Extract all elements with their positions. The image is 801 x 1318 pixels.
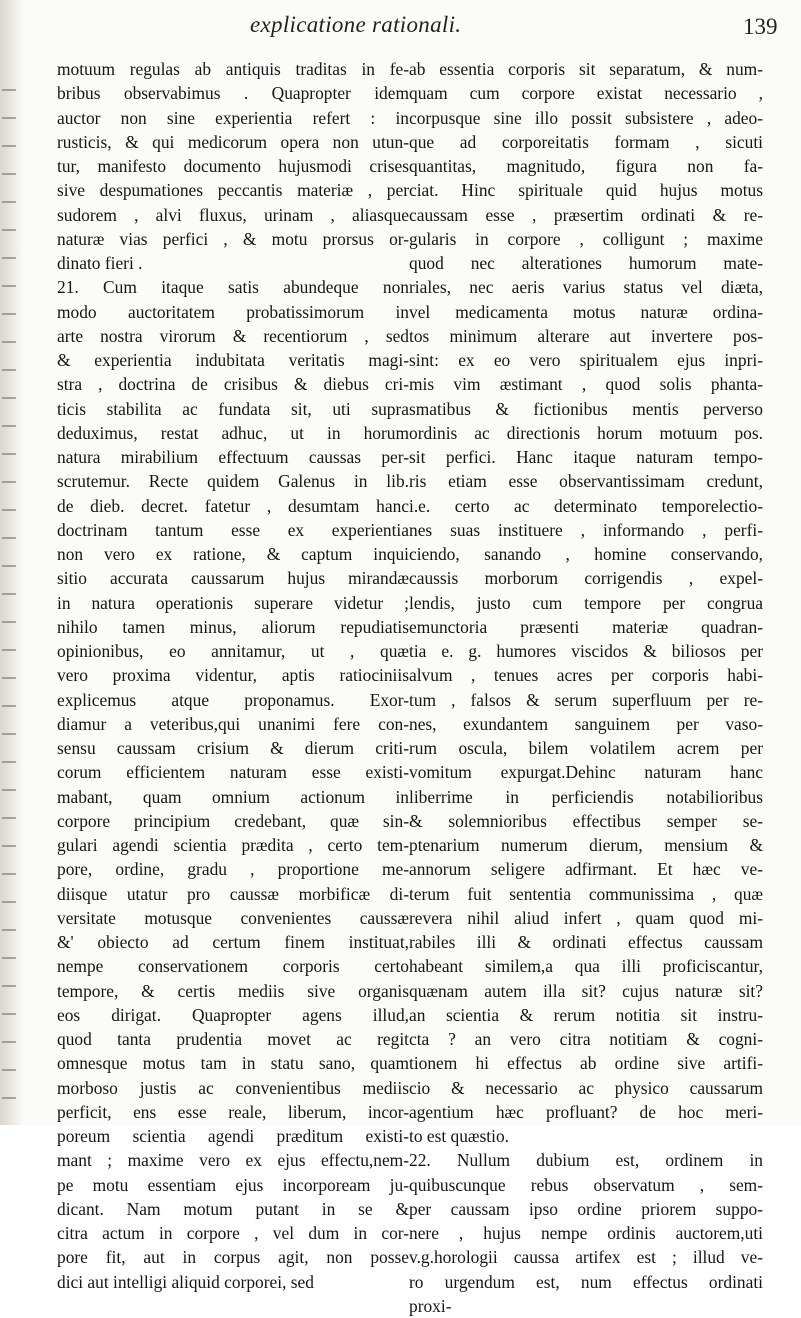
text-line: citra actum in corpore , vel dum in cor-: [57, 1223, 409, 1243]
text-line: mant ; maxime vero ex ejus effectu,nem-: [57, 1150, 409, 1171]
text-line: revera nihil aliud infert , quam quod mi-: [409, 907, 763, 928]
text-line: gulari agendi scientia prædita , certo tem-: [57, 835, 409, 855]
text-line: rum oscula, bilem volatilem acrem per: [409, 738, 763, 758]
text-line: emunctoria præsenti materiæ quadran-: [409, 616, 763, 637]
text-line: an scientia & rerum notitia sit instru-: [409, 1004, 763, 1025]
text-line: naturæ vias perfici , & motu prorsus or-: [57, 228, 409, 249]
text-line: cio & necessario ac physico caussarum: [409, 1077, 763, 1098]
text-line: motuum regulas ab antiquis traditas in fe-: [57, 59, 409, 79]
text-line: pore fit, aut in corpus agit, non posse: [57, 1247, 409, 1268]
text-line: corpusque sine illo possit subsistere , adeo-: [409, 107, 763, 128]
text-line: caussam esse , præsertim ordinati & re-: [409, 204, 763, 225]
text-line: tur, manifesto documento hujusmodi crises: [57, 156, 409, 176]
text-line: tum , falsos & serum superfluum per re-: [409, 689, 763, 710]
text-line: corum efficientem naturam esse existi-: [57, 762, 409, 783]
text-line: explicemus atque proponamus. Exor-: [57, 689, 409, 710]
text-line: to est quæstio.: [409, 1126, 510, 1146]
text-line: deduximus, restat adhuc, ut in horum: [57, 422, 409, 443]
text-line: quænam autem illa sit? cujus naturæ sit?: [409, 980, 763, 1001]
text-line: tia e. g. humores viscidos & biliosos per: [409, 641, 763, 661]
page-number: 139: [743, 14, 778, 39]
text-line: quod nec alterationes humorum mate-: [409, 253, 763, 273]
text-line: sitio accurata caussarum hujus mirandæ: [57, 568, 409, 589]
text-line: sint: ex eo vero spiritualem ejus inpri-: [409, 350, 763, 370]
text-line: riales, nec aeris varius status vel diæta,: [409, 277, 763, 298]
text-line: ptenarium numerum dierum, mensium &: [409, 835, 763, 855]
text-line: pore, ordine, gradu , proportione me-: [57, 859, 409, 880]
text-line: opinionibus, eo annitamur, ut , quæ: [57, 641, 409, 661]
text-line: natura mirabilium effectuum caussas per-: [57, 447, 409, 467]
text-line: gularis in corpore , colligunt ; maxime: [409, 228, 763, 249]
text-line: sive despumationes peccantis materiæ , per: [57, 180, 409, 201]
binding-gutter: [0, 0, 24, 1125]
text-line: scrutemur. Recte quidem Galenus in lib.: [57, 471, 409, 492]
text-line: agentium hæc profluant? de hoc meri-: [409, 1101, 763, 1122]
text-line: bribus observabimus . Quapropter idem: [57, 83, 409, 104]
text-line: mabant, quam omnium actionum in: [57, 786, 409, 807]
text-line: mis vim æstimant , quod solis phanta-: [409, 374, 763, 395]
text-line: ris etiam esse observantissimam credunt,: [409, 471, 763, 492]
text-line: v.g.horologii caussa artifex est ; illud ve-: [409, 1247, 763, 1268]
text-line: ordinis ac directionis horum motuum pos.: [409, 422, 763, 443]
text-line: 22. Nullum dubium est, ordinem in: [409, 1150, 763, 1171]
text-line: ro urgendum est, num effectus ordinati: [409, 1271, 763, 1292]
text-line: sit perfici. Hanc itaque naturam tempo-: [409, 447, 763, 467]
text-line: tos minimum alterare aut invertere pos-: [409, 325, 763, 346]
text-line: rusticis, & qui medicorum opera non utun-: [57, 131, 409, 152]
text-line: ticis stabilita ac fundata sit, uti supra: [57, 398, 409, 419]
text-line: diamur a veteribus,qui unanimi fere con-: [57, 713, 409, 734]
text-line: dici aut intelligi aliquid corporei, sed: [57, 1271, 314, 1292]
text-line: sudorem , alvi fluxus, urinam , aliasque: [57, 204, 409, 225]
text-line: dinato fieri .: [57, 253, 143, 273]
text-line: annorum seligere adfirmant. Et hæc ve-: [409, 859, 763, 880]
text-line: modo auctoritatem probatissimorum in: [57, 301, 409, 322]
text-line: poreum scientia agendi præditum existi-: [57, 1126, 409, 1146]
text-line: terum fuit sententia communissima , quæ: [409, 883, 763, 904]
text-line: versitate motusque convenientes caussæ: [57, 907, 409, 928]
text-line: quam cum corpore existat necessario ,: [409, 83, 763, 104]
text-line: nes, exundantem sanguinem per vaso-: [409, 713, 763, 734]
text-line: que ad corporeitatis formam , sicuti: [409, 131, 763, 152]
text-line: ciendo, sanando , homine conservando,: [409, 544, 763, 564]
text-line: per caussam ipso ordine priorem suppo-: [409, 1198, 763, 1219]
text-line: dicant. Nam motum putant in se &: [57, 1198, 409, 1219]
text-line: & solemnioribus effectibus semper se-: [409, 810, 763, 831]
bleed-through-marks: [2, 70, 16, 1100]
text-line: 21. Cum itaque satis abundeque non: [57, 277, 409, 298]
text-line: smatibus & fictionibus mentis perverso: [409, 398, 763, 419]
text-line: pe motu essentiam ejus incorpoream ju-: [57, 1174, 409, 1195]
text-line: omnesque motus tam in statu sano, quam: [57, 1053, 409, 1074]
text-line: corpore principium credebant, quæ sin-: [57, 810, 409, 831]
running-title: explicatione rationali.: [250, 12, 462, 37]
text-line: nere , hujus nempe ordinis auctorem,uti: [409, 1223, 763, 1243]
text-line: habeant similem,a qua illi proficiscantur,: [409, 956, 763, 977]
text-line: arte nostra virorum & recentiorum , sed: [57, 325, 409, 346]
text-line: lendis, justo cum tempore per congrua: [409, 592, 763, 613]
text-line: sensu caussam crisium & dierum criti-: [57, 738, 409, 758]
text-line: tempore, & certis mediis sive organis: [57, 980, 409, 1001]
text-line: auctor non sine experientia refert : in: [57, 107, 409, 128]
text-line: i.e. certo ac determinato temporelectio-: [409, 495, 763, 516]
text-line: liberrime in perficiendis notabilioribus: [409, 786, 763, 807]
text-line: & experientia indubitata veritatis magi-: [57, 350, 409, 370]
text-line: tionem hi effectus ab ordine sive artifi-: [409, 1053, 763, 1074]
text-line: eos dirigat. Quapropter agens illud,: [57, 1004, 409, 1025]
right-text-column: [409, 57, 763, 1318]
text-line: quibuscunque rebus observatum , sem-: [409, 1174, 763, 1195]
text-line: &' obiecto ad certum finem instituat,: [57, 932, 409, 952]
text-line: proxi-: [409, 1295, 452, 1316]
text-line: nihilo tamen minus, aliorum repudiatis: [57, 616, 409, 637]
text-line: vomitum expurgat.Dehinc naturam hanc: [409, 762, 763, 783]
text-line: ab essentia corporis sit separatum, & num-: [409, 59, 763, 79]
text-line: quantitas, magnitudo, figura non fa-: [409, 156, 763, 176]
text-line: non vero ex ratione, & captum inqui: [57, 544, 409, 564]
text-line: morboso justis ac convenientibus mediis: [57, 1077, 409, 1098]
text-line: vel medicamenta motus naturæ ordina-: [409, 301, 763, 322]
text-line: vero proxima videntur, aptis ratiociniis: [57, 665, 409, 686]
text-line: diisque utatur pro caussæ morbificæ di-: [57, 883, 409, 904]
text-line: caussis morborum corrigendis , expel-: [409, 568, 763, 589]
text-line: quod tanta prudentia movet ac regit: [57, 1029, 409, 1049]
text-line: doctrinam tantum esse ex experientia: [57, 519, 409, 540]
text-line: cta ? an vero citra notitiam & cogni-: [409, 1029, 763, 1049]
text-line: alvum , tenues acres per corporis habi-: [409, 665, 763, 686]
text-line: stra , doctrina de crisibus & diebus cri-: [57, 374, 409, 395]
text-line: nes suas instituere , informando , perfi-: [409, 519, 763, 540]
left-text-column: [57, 57, 409, 1294]
text-line: rabiles illi & ordinati effectus caussam: [409, 932, 763, 952]
text-line: ciat. Hinc spirituale quid hujus motus: [409, 180, 763, 201]
text-line: perficit, ens esse reale, liberum, incor-: [57, 1101, 409, 1122]
text-line: nempe conservationem corporis certo: [57, 956, 409, 977]
text-line: de dieb. decret. fatetur , desumtam hanc: [57, 495, 409, 516]
text-line: in natura operationis superare videtur ;: [57, 592, 409, 613]
